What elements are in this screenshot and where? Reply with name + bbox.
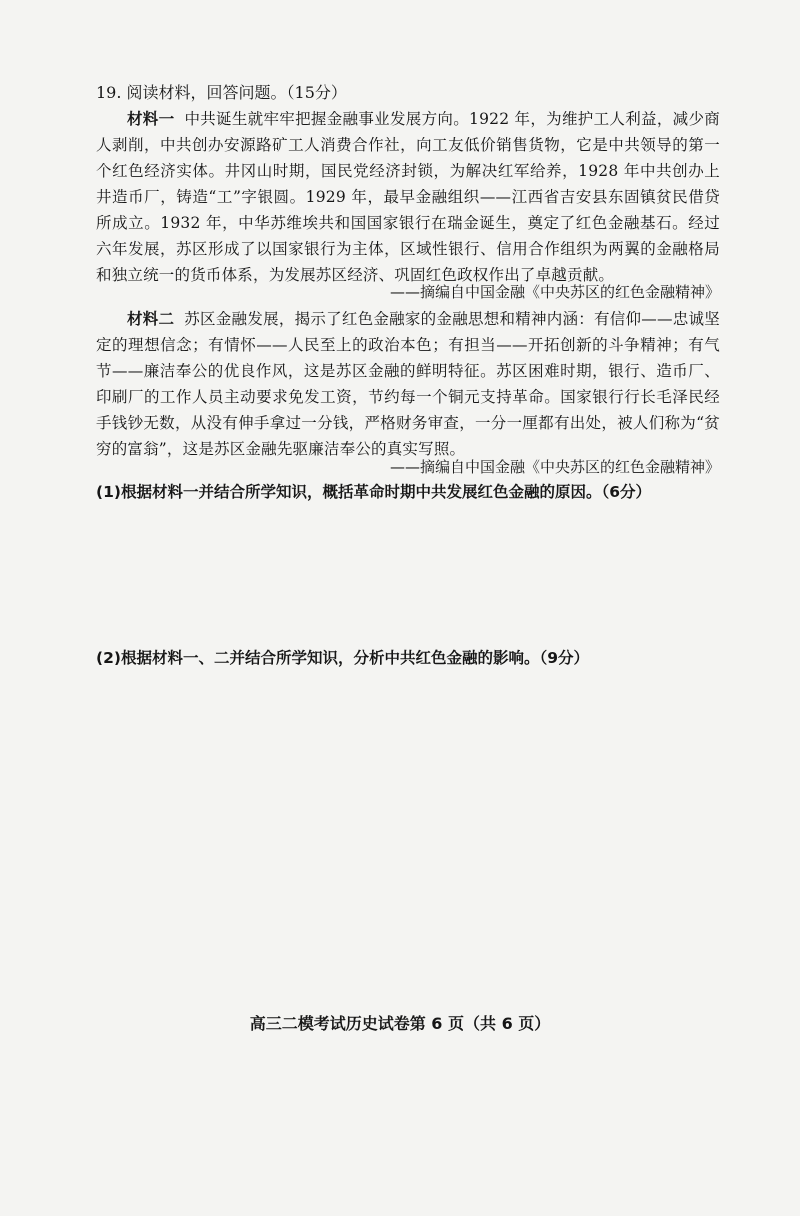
page-footer: 高三二模考试历史试卷第 6 页（共 6 页） <box>249 1014 551 1033</box>
material-one-text: 中共诞生就牢牢把握金融事业发展方向。1922 年，为维护工人利益，减少商人剥削，中共创办安源路矿工人消费合作社，向工友低价销售货物，它是中共领导的第一个红色经济实体。井冈山时期，国民党经济封锁，为解决红军给养，1928 年中共创办上井造币厂，铸造“工”字银圆。1929 年，最早金融组织——江西省吉安县东固镇贫民借贷所成立。1932 年，中华苏维埃共和国国家银行在瑞金诞生，奠定了红色金融基石。经过六年发展，苏区形成了以国家银行为主体，区域性银行、信用合作组织为两翼的金融格局和独立统一的货币体系，为发展苏区经济、巩固红色政权作出了卓越贡献。 <box>96 110 720 284</box>
answer-area-two[interactable] <box>96 676 716 976</box>
material-one <box>96 106 720 288</box>
answer-area-one[interactable] <box>96 510 716 635</box>
material-two <box>96 306 720 462</box>
question-header: 19. 阅读材料，回答问题。（15分） <box>96 83 347 102</box>
subquestion-two: (2)根据材料一、二并结合所学知识，分析中共红色金融的影响。（9分） <box>96 649 589 667</box>
material-one-source: ——摘编自中国金融《中央苏区的红色金融精神》 <box>389 283 720 301</box>
subquestion-one: (1)根据材料一并结合所学知识，概括革命时期中共发展红色金融的原因。（6分） <box>96 483 651 501</box>
material-two-label: 材料二 <box>127 310 175 328</box>
material-two-source: ——摘编自中国金融《中央苏区的红色金融精神》 <box>389 458 720 476</box>
material-one-label: 材料一 <box>127 110 175 128</box>
material-two-text: 苏区金融发展，揭示了红色金融家的金融思想和精神内涵：有信仰——忠诚坚定的理想信念；有情怀——人民至上的政治本色；有担当——开拓创新的斗争精神；有气节——廉洁奉公的优良作风，这是苏区金融的鲜明特征。苏区困难时期，银行、造币厂、印刷厂的工作人员主动要求免发工资，节约每一个铜元支持革命。国家银行行长毛泽民经手钱钞无数，从没有伸手拿过一分钱，严格财务审查，一分一厘都有出处，被人们称为“贫穷的富翁”，这是苏区金融先驱廉洁奉公的真实写照。 <box>96 310 720 458</box>
